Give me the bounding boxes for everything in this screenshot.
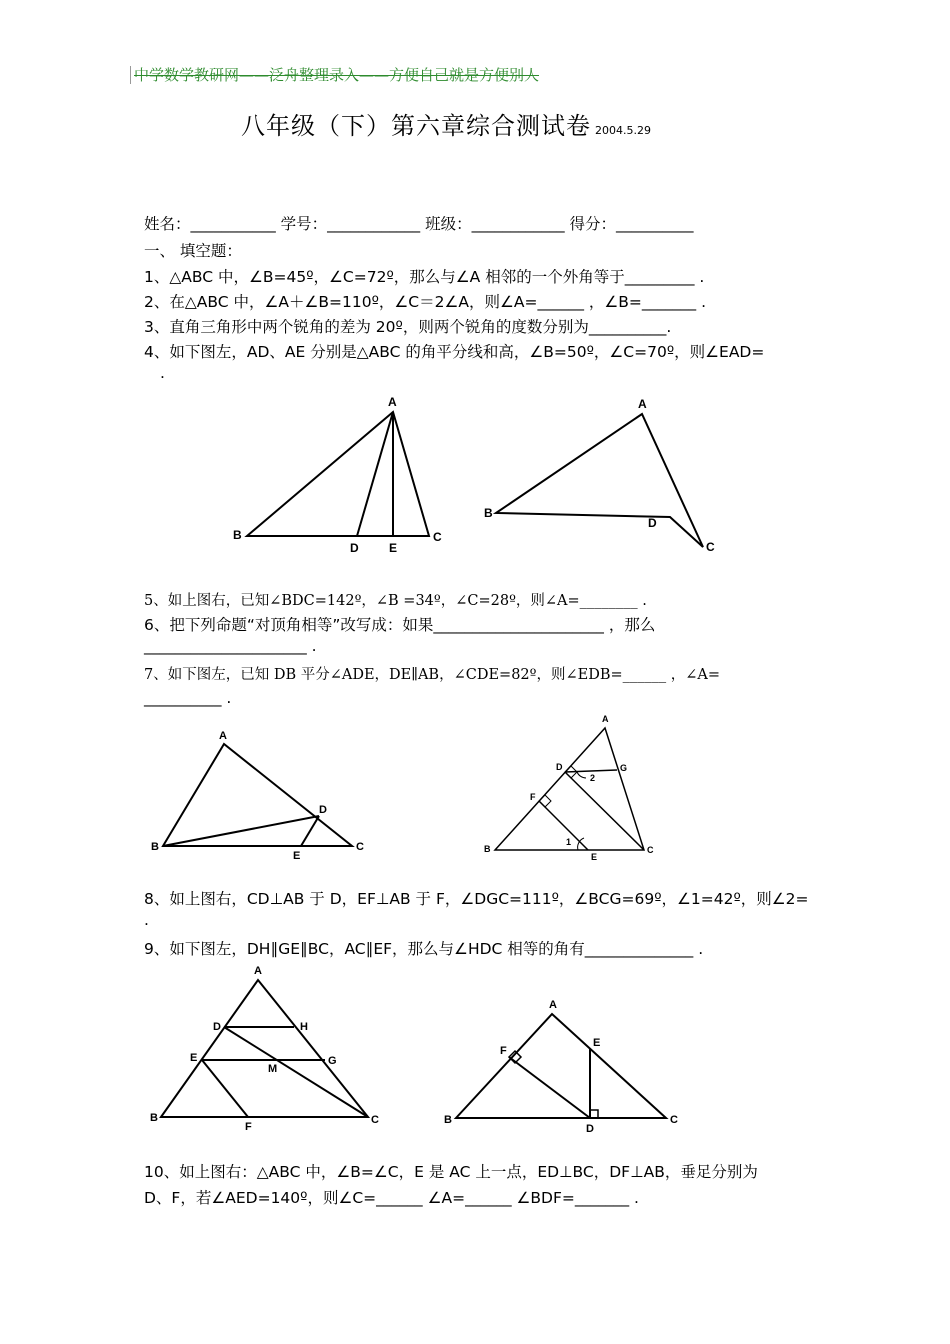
question-5: 5、如上图右，已知∠BDC=142º，∠B =34º，∠C=28º，则∠A=________ . (144, 593, 647, 609)
fig6-label-B: B (444, 1114, 452, 1126)
fig4-right-angle-F (539, 795, 551, 807)
header-margin-bar (130, 66, 131, 84)
fig3-segment-DE (301, 816, 319, 846)
fig5-label-B: B (150, 1112, 158, 1124)
fig3-triangle (163, 744, 352, 846)
fig3-label-C: C (356, 841, 364, 853)
fig5-label-E: E (190, 1052, 198, 1064)
fig4-segment-EF (539, 801, 588, 850)
figure-1-triangle-bisector-altitude (225, 390, 455, 560)
fig5-segment-DC (224, 1027, 368, 1117)
fig2-label-C: C (706, 540, 715, 554)
fig6-label-E: E (593, 1037, 601, 1049)
title-main: 八年级（下）第六章综合测试卷 (241, 112, 591, 140)
fig4-label-F: F (530, 792, 536, 802)
question-3: 3、直角三角形中两个锐角的差为 20º，则两个锐角的度数分别为__________. (144, 318, 672, 336)
fig6-label-F: F (500, 1045, 507, 1057)
figure-4-perpendiculars (480, 710, 680, 870)
question-8-line2: . (144, 911, 149, 929)
fig2-label-B: B (484, 506, 493, 520)
fig6-segment-DF (509, 1057, 590, 1118)
fig1-label-E: E (389, 541, 398, 555)
fig3-segment-BD (163, 816, 319, 846)
fig6-label-C: C (670, 1114, 678, 1126)
fig6-label-D: D (586, 1123, 594, 1135)
fig5-label-M: M (268, 1063, 278, 1075)
header-text: 中学数学教研网——泛舟整理录入——方便自己就是方便别人 (134, 66, 540, 84)
question-6-line1: 6、把下列命题“对顶角相等”改写成：如果______________________ ，那么 (144, 616, 656, 634)
question-6-line2: _____________________ . (144, 637, 317, 655)
fig4-label-D: D (556, 762, 563, 772)
fig3-label-A: A (219, 730, 227, 742)
question-2: 2、在△ABC 中，∠A＋∠B=110º，∠C＝2∠A，则∠A=______ ，∠B=_______ . (144, 293, 707, 311)
question-1: 1、△ABC 中，∠B=45º，∠C=72º，那么与∠A 相邻的一个外角等于_________ . (144, 268, 705, 286)
fig6-right-angle-D (590, 1110, 598, 1118)
fig4-label-B: B (484, 844, 491, 854)
fig5-label-G: G (328, 1055, 337, 1067)
fig4-label-E: E (591, 852, 598, 862)
figure-3-triangle-parallel (145, 725, 385, 865)
header-banner (134, 64, 539, 85)
fig4-segment-DG (565, 770, 617, 772)
student-info-line: 姓名：___________ 学号：____________ 班级：____________ 得分：__________ (144, 215, 694, 233)
fig6-label-A: A (549, 999, 557, 1011)
fig3-label-D: D (319, 804, 327, 816)
fig4-label-G: G (620, 763, 628, 773)
question-8-line1: 8、如上图右，CD⊥AB 于 D，EF⊥AB 于 F，∠DGC=111º，∠BCG=69º，∠1=42º，则∠2= (144, 890, 809, 908)
fig1-label-C: C (433, 530, 442, 544)
fig1-label-D: D (350, 541, 359, 555)
page-title (241, 106, 651, 141)
fig1-bisector-AD (357, 412, 393, 536)
fig6-triangle (456, 1014, 666, 1118)
question-9: 9、如下图左，DH∥GE∥BC，AC∥EF，那么与∠HDC 相等的角有______________ . (144, 940, 704, 958)
fig1-label-B: B (233, 528, 242, 542)
fig1-triangle (247, 412, 429, 536)
fig4-label-1: 1 (566, 837, 572, 847)
question-4-line2: . (160, 364, 165, 382)
question-7-line2: __________ . (144, 689, 232, 707)
fig5-label-H: H (300, 1021, 308, 1033)
fig5-label-D: D (213, 1021, 221, 1033)
question-7-line1: 7、如下图左，已知 DB 平分∠ADE，DE∥AB，∠CDE=82º，则∠EDB=______ ，∠A= (144, 667, 721, 683)
figure-5-parallels (145, 960, 395, 1135)
figure-6-perpendiculars (440, 990, 700, 1140)
fig3-label-B: B (151, 841, 159, 853)
fig5-label-C: C (371, 1114, 379, 1126)
question-4-line1: 4、如下图左，AD、AE 分别是△ABC 的角平分线和高，∠B=50º，∠C=70º，则∠EAD= (144, 343, 765, 361)
fig2-label-A: A (638, 397, 647, 411)
question-10-line1: 10、如上图右：△ABC 中，∠B=∠C，E 是 AC 上一点，ED⊥BC，DF⊥AB，垂足分别为 (144, 1163, 758, 1181)
figure-2-dart (480, 390, 720, 560)
fig5-label-A: A (254, 965, 262, 977)
fig4-label-C: C (647, 845, 654, 855)
fig5-segment-EF (202, 1060, 248, 1117)
fig4-label-2: 2 (590, 773, 596, 783)
fig3-label-E: E (293, 850, 301, 862)
title-date: 2004.5.29 (595, 124, 651, 137)
section-heading: 一、 填空题： (144, 242, 242, 260)
fig4-label-A: A (602, 714, 609, 724)
fig2-shape (496, 414, 703, 547)
fig5-label-F: F (245, 1121, 252, 1133)
fig1-label-A: A (388, 395, 397, 409)
fig2-label-D: D (648, 516, 657, 530)
question-10-line2: D、F，若∠AED=140º，则∠C=______ ∠A=______ ∠BDF=_______ . (144, 1189, 639, 1207)
fig4-angle-2-arc (577, 772, 586, 778)
